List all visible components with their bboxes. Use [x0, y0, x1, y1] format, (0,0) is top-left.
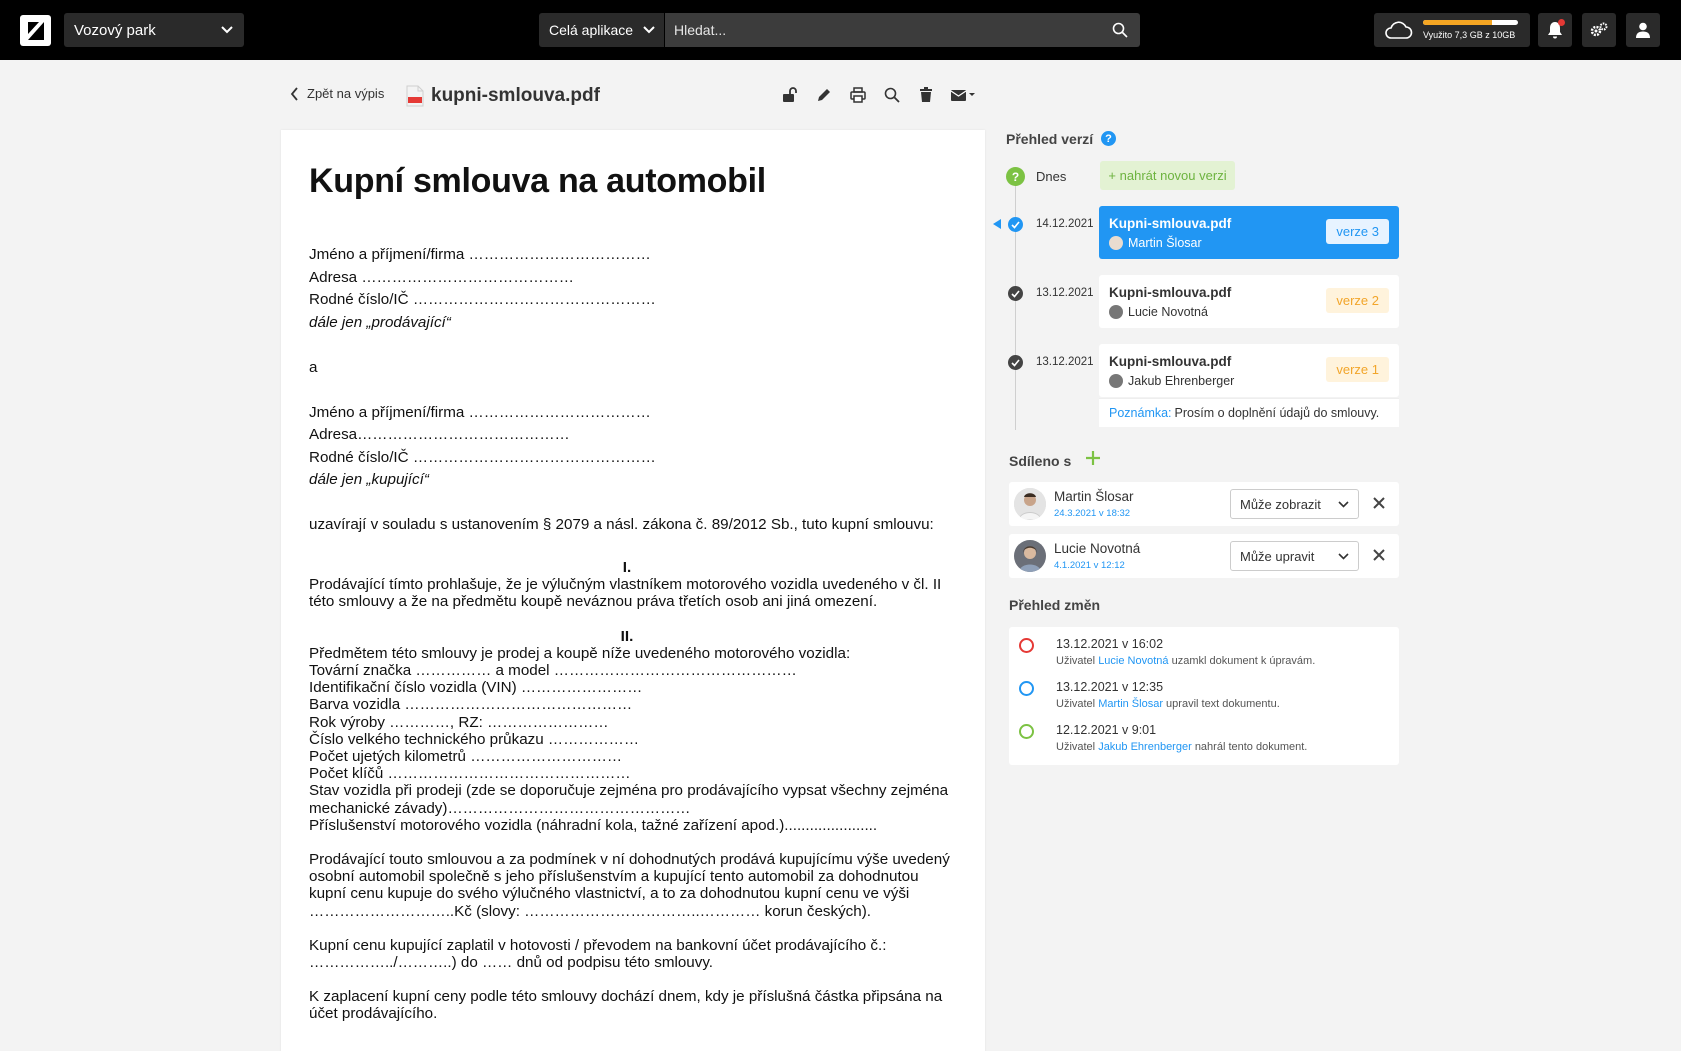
share-row — [1009, 482, 1399, 526]
add-share-icon[interactable] — [1085, 450, 1101, 466]
envelope-icon — [950, 88, 976, 102]
email-menu-button[interactable] — [943, 85, 983, 105]
payment-date-paragraph: K zaplacení kupní ceny podle této smlouvy dochází dnem, kdy je příslušná částka připsána na účet prodávajícího. — [309, 988, 943, 1023]
shared-title: Sdíleno s — [1009, 453, 1072, 469]
avatar — [1109, 374, 1123, 388]
section-2-line: Tovární značka …………… a model ………………………………………… — [309, 662, 797, 680]
edit-button[interactable] — [807, 85, 841, 105]
payment-paragraph: Kupní cenu kupující zaplatil v hotovosti / převodem na bankovní účet prodávajícího č.: ……………../………..) do …… dnů od podpisu této smlouvy. — [309, 936, 887, 972]
user-icon — [1635, 22, 1651, 38]
pdf-file-icon — [406, 85, 424, 107]
share-user-name: Martin Šlosar — [1054, 489, 1134, 504]
document-filename: kupni-smlouva.pdf — [431, 85, 600, 106]
version-user — [1109, 305, 1208, 319]
section-2-line: Barva vozidla ……………………………………… — [309, 696, 633, 714]
upload-new-version-button[interactable]: + nahrát novou verzi — [1100, 161, 1235, 190]
print-button[interactable] — [841, 85, 875, 105]
magnifier-icon — [884, 87, 900, 103]
change-date: 12.12.2021 v 9:01 — [1056, 723, 1157, 737]
permission-select[interactable] — [1230, 541, 1359, 571]
note-text: Prosím o doplnění údajů do smlouvy. — [1174, 406, 1380, 420]
section-2-line: Předmětem této smlouvy je prodej a koupě níže uvedeného motorového vozidla: — [309, 644, 851, 662]
remove-share-icon[interactable] — [1372, 496, 1386, 510]
check-icon — [1008, 355, 1023, 370]
remove-share-icon[interactable] — [1372, 548, 1386, 562]
note-label: Poznámka: — [1109, 406, 1172, 420]
change-user-link[interactable]: Martin Šlosar — [1098, 698, 1163, 710]
seller-address-line: Adresa …………………………………… — [309, 268, 574, 286]
storage-indicator[interactable] — [1374, 13, 1530, 47]
buyer-name-line: Jméno a příjmení/firma ……………………………… — [309, 403, 651, 421]
section-1-heading: I. — [622, 559, 632, 576]
chevron-left-icon — [290, 87, 299, 101]
status-ring-icon — [1019, 724, 1034, 739]
search-icon[interactable] — [1112, 22, 1128, 38]
unlock-icon — [782, 87, 798, 103]
section-2-line: Počet ujetých kilometrů ………………………… — [309, 748, 623, 766]
change-user-link[interactable]: Lucie Novotná — [1098, 655, 1169, 667]
status-ring-icon — [1019, 638, 1034, 653]
avatar — [1014, 540, 1046, 572]
buyer-address-line: Adresa…………………………………… — [309, 426, 570, 443]
back-link[interactable] — [290, 86, 384, 101]
change-text: Uživatel Lucie Novotná uzamkl dokument k úpravám. — [1056, 655, 1316, 667]
seller-name-line: Jméno a příjmení/firma ……………………………… — [309, 246, 651, 263]
module-select[interactable] — [64, 13, 244, 47]
buyer-alias: dále jen „kupující“ — [309, 471, 429, 488]
document-preview[interactable] — [281, 130, 985, 1051]
search-input[interactable] — [665, 13, 1095, 47]
version-date: 13.12.2021 — [1036, 356, 1094, 368]
delete-button[interactable] — [909, 85, 943, 105]
storage-text: Využito 7,3 GB z 10GB — [1423, 30, 1516, 40]
today-question-icon: ? — [1006, 167, 1025, 186]
seller-id-line: Rodné číslo/IČ ………………………………………… — [309, 291, 656, 308]
section-2-line: Identifikační číslo vozidla (VIN) …………………… — [309, 679, 643, 697]
buyer-id-line: Rodné číslo/IČ ………………………………………… — [309, 448, 656, 466]
storage-bar — [1423, 20, 1518, 25]
user-button[interactable] — [1626, 13, 1660, 47]
version-user-name: Jakub Ehrenberger — [1128, 374, 1235, 388]
module-select-label: Vozový park — [74, 21, 156, 39]
document-title: Kupní smlouva na automobil — [309, 162, 766, 200]
status-ring-icon — [1019, 681, 1034, 696]
document-body — [309, 244, 959, 1023]
storage-bar-fill — [1423, 20, 1492, 25]
search-scope-label: Celá aplikace — [549, 22, 634, 38]
search-box — [665, 13, 1140, 47]
cloud-icon — [1383, 20, 1413, 40]
change-text: Uživatel Jakub Ehrenberger nahrál tento dokument. — [1056, 741, 1308, 753]
zoom-button[interactable] — [875, 85, 909, 105]
current-version-marker — [993, 219, 1001, 229]
version-badge: verze 1 — [1326, 357, 1389, 382]
and-text: a — [309, 358, 318, 376]
share-date: 4.1.2021 v 12:12 — [1054, 560, 1125, 571]
permission-value: Může zobrazit — [1240, 496, 1321, 512]
version-note — [1099, 398, 1399, 427]
chevron-down-icon — [1337, 498, 1350, 511]
chevron-down-icon — [1337, 550, 1350, 563]
chevron-down-icon — [220, 23, 234, 37]
check-icon — [1008, 286, 1023, 301]
help-icon[interactable]: ? — [1101, 131, 1116, 146]
version-user — [1109, 236, 1202, 250]
version-user-name: Martin Šlosar — [1128, 236, 1202, 250]
version-card-2[interactable] — [1099, 275, 1399, 328]
avatar — [1109, 236, 1123, 250]
unlock-button[interactable] — [773, 85, 807, 105]
app-logo[interactable] — [20, 15, 51, 46]
chevron-down-icon — [642, 23, 656, 37]
search-scope-select[interactable] — [539, 13, 664, 47]
section-1-text: Prodávající tímto prohlašuje, že je výlučným vlastníkem motorového vozidla uvedeného v čl. II této smlouvy a že na předmětu koupě neváznou práva třetích osob ani jiná omezení. — [309, 576, 942, 611]
logo-icon — [27, 21, 45, 41]
changes-title: Přehled změn — [1009, 597, 1101, 613]
avatar — [1014, 488, 1046, 520]
gears-icon — [1590, 22, 1608, 38]
share-date: 24.3.2021 v 18:32 — [1054, 508, 1131, 519]
version-card-3[interactable] — [1099, 206, 1399, 259]
top-bar — [0, 0, 1681, 60]
changes-list — [1009, 627, 1399, 765]
version-filename: Kupni-smlouva.pdf — [1109, 285, 1232, 300]
version-filename: Kupni-smlouva.pdf — [1109, 216, 1232, 231]
change-date: 13.12.2021 v 12:35 — [1056, 680, 1164, 694]
notifications-button[interactable] — [1538, 13, 1572, 47]
section-2-heading: II. — [620, 627, 634, 645]
section-2-line: Číslo velkého technického průkazu ……………… — [309, 730, 640, 748]
notification-dot — [1558, 19, 1565, 26]
version-date: 14.12.2021 — [1036, 218, 1094, 230]
section-2-accessories: Příslušenství motorového vozidla (náhradní kola, tažné zařízení apod.)...................... — [309, 816, 878, 834]
version-date: 13.12.2021 — [1036, 287, 1094, 299]
settings-button[interactable] — [1582, 13, 1616, 47]
section-2-state: Stav vozidla při prodeji (zde se doporučuje zejména pro prodávajícího vypsat všechny zejména mechanické závady)………………………………………… — [309, 782, 949, 817]
section-2-line: Počet klíčů ………………………………………… — [309, 765, 631, 783]
versions-title: Přehled verzí — [1006, 131, 1094, 147]
trash-icon — [919, 87, 933, 103]
share-row — [1009, 534, 1399, 578]
back-link-label: Zpět na výpis — [307, 86, 385, 101]
version-badge: verze 2 — [1326, 288, 1389, 313]
permission-select[interactable] — [1230, 489, 1359, 519]
change-text: Uživatel Martin Šlosar upravil text dokumentu. — [1056, 698, 1280, 710]
today-label: Dnes — [1036, 169, 1067, 184]
version-user-name: Lucie Novotná — [1128, 305, 1208, 319]
share-user-name: Lucie Novotná — [1054, 541, 1141, 556]
version-user — [1109, 374, 1234, 388]
document-toolbar — [773, 85, 983, 105]
section-2-line: Rok výroby …………, RZ: …………………… — [309, 713, 609, 731]
change-date: 13.12.2021 v 16:02 — [1056, 637, 1164, 651]
version-badge: verze 3 — [1326, 219, 1389, 244]
sale-paragraph: Prodávající touto smlouvou a za podmínek v ní dohodnutých prodává kupujícímu výše uvedený osobní automobil společně s jeho příslušenstvím a kupující tento automobil za dohodnutou kupní cenu kupuje do svého výlučného vlastnictví, a to za dohodnutou kupní cenu ve výši ………………………..Kč (slovy: ……………………………..………… korun českých). — [309, 851, 950, 920]
change-user-link[interactable]: Jakub Ehrenberger — [1098, 741, 1192, 753]
seller-alias: dále jen „prodávající“ — [309, 313, 451, 331]
pencil-icon — [816, 87, 832, 103]
printer-icon — [850, 87, 866, 103]
avatar — [1109, 305, 1123, 319]
version-card-1[interactable] — [1099, 344, 1399, 397]
version-filename: Kupni-smlouva.pdf — [1109, 354, 1232, 369]
permission-value: Může upravit — [1240, 548, 1315, 564]
check-icon — [1008, 217, 1023, 232]
intro-text: uzavírají v souladu s ustanovením § 2079 a násl. zákona č. 89/2012 Sb., tuto kupní smlouvu: — [309, 516, 934, 533]
